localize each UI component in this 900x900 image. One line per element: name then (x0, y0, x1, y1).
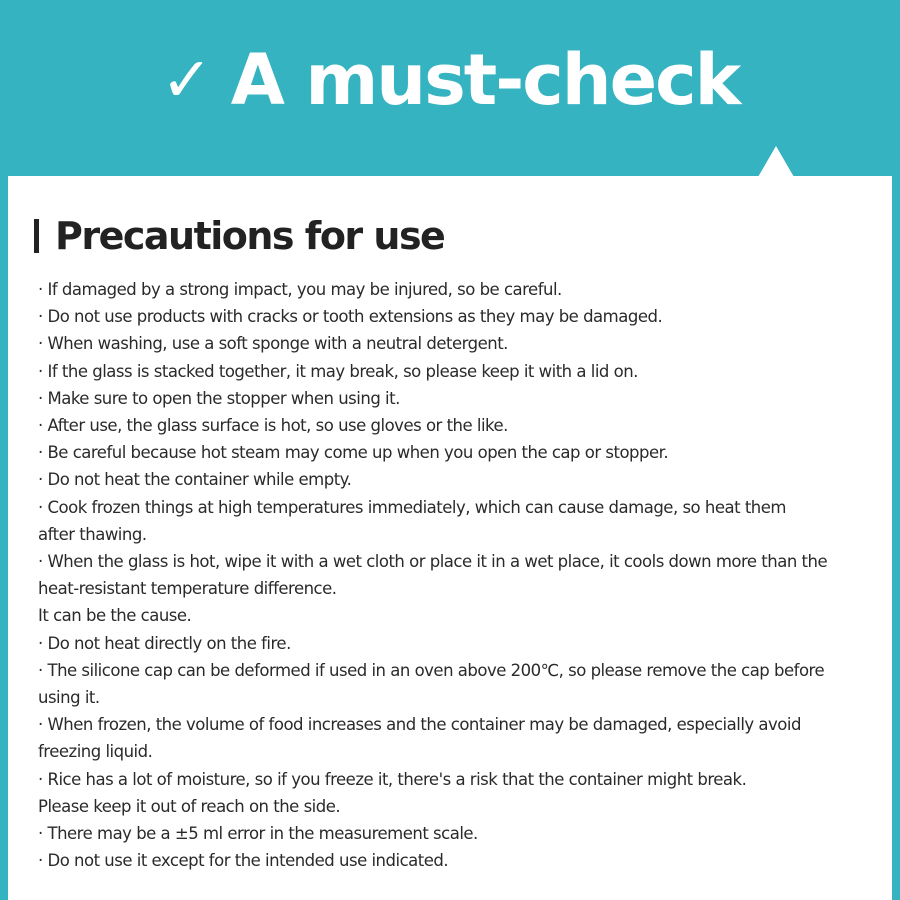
precaution-line: · Be careful because hot steam may come up when you open the cap or stopper. (38, 443, 669, 463)
precaution-line: · If damaged by a strong impact, you may be injured, so be careful. (38, 280, 562, 299)
precaution-line: · Do not heat directly on the fire. (38, 633, 291, 653)
precaution-line: using it. (38, 688, 100, 708)
precaution-line: · The silicone cap can be deformed if used in an oven above 200℃, so please remove the cap before (38, 660, 825, 680)
content-card (8, 176, 892, 900)
heading-bar-icon (34, 219, 39, 253)
precaution-line: after thawing. (38, 524, 147, 544)
precaution-line: · Do not use products with cracks or tooth extensions as they may be damaged. (38, 307, 663, 327)
precaution-line: freezing liquid. (38, 742, 153, 762)
precaution-line: · Rice has a lot of moisture, so if you freeze it, there's a risk that the container might break. (38, 769, 747, 789)
speech-notch (758, 146, 794, 177)
precaution-line: · Make sure to open the stopper when using it. (38, 388, 400, 408)
precaution-line: · When washing, use a soft sponge with a neutral detergent. (38, 334, 508, 354)
checkmark-icon: ✓ (160, 42, 213, 116)
precaution-line: · After use, the glass surface is hot, so use gloves or the like. (38, 416, 508, 436)
precaution-line: · When frozen, the volume of food increases and the container may be damaged, especially avoid (38, 715, 801, 735)
banner-title: A must-check (230, 38, 740, 121)
section-title: Precautions for use (55, 214, 445, 258)
precautions-list (38, 276, 888, 874)
precaution-line: · Do not heat the container while empty. (38, 470, 352, 490)
precaution-line: · Do not use it except for the intended use indicated. (38, 851, 449, 871)
section-heading (34, 214, 444, 258)
precaution-line: · There may be a ±5 ml error in the measurement scale. (38, 824, 478, 844)
precaution-line: · If the glass is stacked together, it may break, so please keep it with a lid on. (38, 361, 638, 381)
precaution-line: · Cook frozen things at high temperatures immediately, which can cause damage, so heat them (38, 497, 786, 517)
precaution-line: Please keep it out of reach on the side. (38, 796, 341, 816)
precaution-line: · When the glass is hot, wipe it with a wet cloth or place it in a wet place, it cools down more than the (38, 552, 828, 572)
precaution-line: It can be the cause. (38, 606, 192, 626)
precaution-line: heat-resistant temperature difference. (38, 579, 337, 599)
